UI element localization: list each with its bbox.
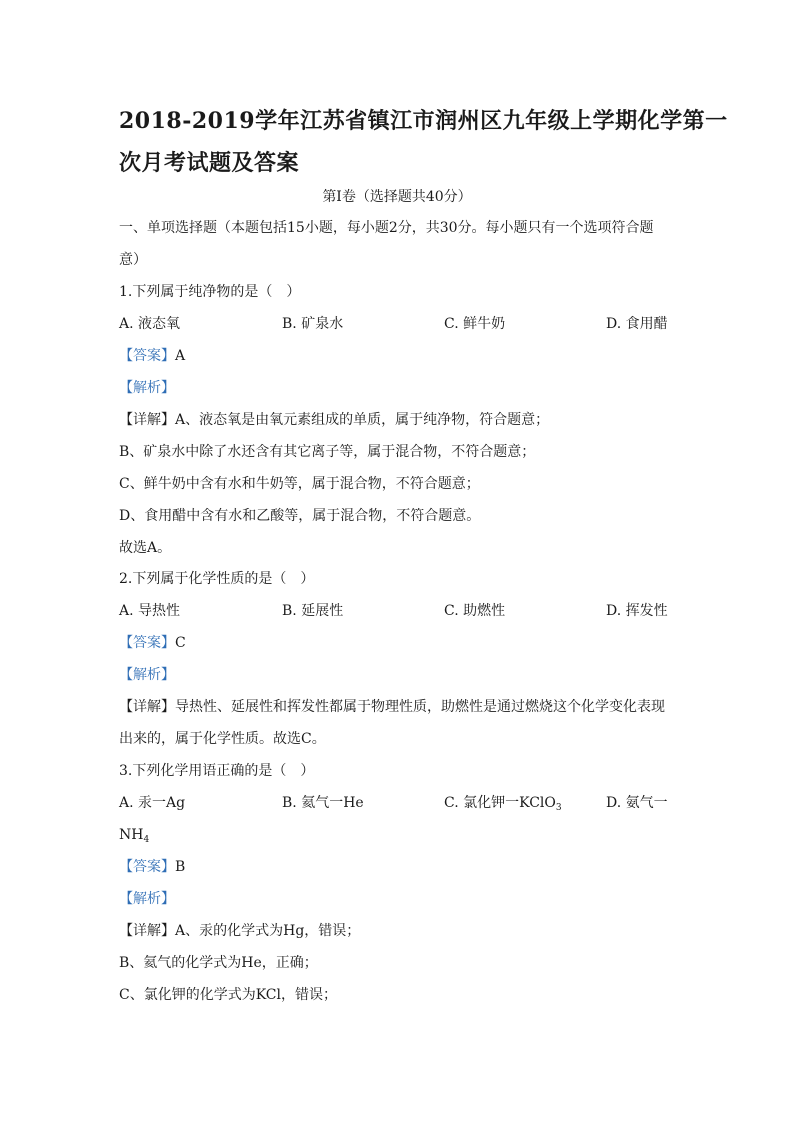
question-3-detail-line-3: C、氯化钾的化学式为KCl，错误； — [119, 987, 337, 1003]
question-1-answer — [119, 346, 185, 366]
answer-label: 【答案】 — [119, 348, 175, 364]
question-3-stem: 3.下列化学用语正确的是（ ） — [119, 763, 315, 779]
instructions-line-2: 意） — [119, 252, 147, 268]
document-title-line-1: 2018-2019学年江苏省镇江市润州区九年级上学期化学第一 — [119, 108, 728, 134]
option-d-text: NH — [119, 827, 144, 843]
question-2-analysis — [119, 665, 175, 685]
question-3-option-c — [444, 793, 562, 818]
question-2-answer — [119, 633, 186, 653]
question-1-detail-line-1 — [119, 410, 549, 430]
question-1-stem: 1.下列属于纯净物的是（ ） — [119, 284, 301, 300]
analysis-label: 【解析】 — [119, 891, 175, 907]
analysis-label: 【解析】 — [119, 380, 175, 396]
question-1-option-c: C. 鲜牛奶 — [444, 316, 506, 332]
question-2-detail-line-2: 出来的，属于化学性质。故选C。 — [119, 731, 326, 747]
question-1-detail-line-4: D、食用醋中含有水和乙酸等，属于混合物，不符合题意。 — [119, 508, 481, 524]
question-2-option-c: C. 助燃性 — [444, 603, 506, 619]
analysis-label: 【解析】 — [119, 667, 175, 683]
question-2-option-b: B. 延展性 — [282, 603, 344, 619]
detail-text: 导热性、延展性和挥发性都属于物理性质，助燃性是通过燃烧这个化学变化表现 — [175, 699, 665, 715]
answer-value: A — [175, 348, 186, 364]
section-header: 第Ⅰ卷（选择题共40分） — [322, 189, 472, 205]
answer-label: 【答案】 — [119, 859, 175, 875]
question-2-option-a: A. 导热性 — [119, 603, 181, 619]
question-1-analysis — [119, 378, 175, 398]
question-3-option-a: A. 汞一Ag — [119, 795, 186, 811]
detail-text: A、液态氧是由氧元素组成的单质，属于纯净物，符合题意； — [175, 412, 550, 428]
question-3-analysis — [119, 889, 175, 909]
question-3-answer — [119, 857, 185, 877]
option-d-subscript: 4 — [143, 835, 150, 845]
instructions-line-1: 一、单项选择题（本题包括15小题，每小题2分，共30分。每小题只有一个选项符合题 — [119, 220, 654, 236]
option-c-text: C. 氯化钾一KClO — [444, 795, 556, 811]
detail-text: A、汞的化学式为Hg，错误； — [175, 923, 361, 939]
question-3-detail-line-1 — [119, 921, 360, 941]
answer-label: 【答案】 — [119, 635, 175, 651]
detail-label: 【详解】 — [119, 923, 175, 939]
question-2-option-d: D. 挥发性 — [606, 603, 668, 619]
question-2-stem: 2.下列属于化学性质的是（ ） — [119, 571, 315, 587]
question-3-option-d-continued — [119, 825, 149, 850]
detail-label: 【详解】 — [119, 699, 175, 715]
question-1-conclusion: 故选A。 — [119, 540, 172, 556]
question-2-detail-line-1 — [119, 697, 665, 717]
question-1-option-a: A. 液态氧 — [119, 316, 181, 332]
document-title-line-2: 次月考试题及答案 — [119, 150, 300, 176]
question-1-detail-line-3: C、鲜牛奶中含有水和牛奶等，属于混合物，不符合题意； — [119, 476, 480, 492]
detail-label: 【详解】 — [119, 412, 175, 428]
question-1-option-d: D. 食用醋 — [606, 316, 668, 332]
answer-value: B — [175, 859, 186, 875]
question-1-detail-line-2: B、矿泉水中除了水还含有其它离子等，属于混合物，不符合题意； — [119, 444, 536, 460]
answer-value: C — [175, 635, 186, 651]
question-3-option-b: B. 氦气一He — [282, 795, 364, 811]
option-c-subscript: 3 — [555, 803, 562, 813]
question-1-option-b: B. 矿泉水 — [282, 316, 344, 332]
question-3-option-d: D. 氨气一 — [606, 795, 668, 811]
question-3-detail-line-2: B、氦气的化学式为He，正确； — [119, 955, 318, 971]
